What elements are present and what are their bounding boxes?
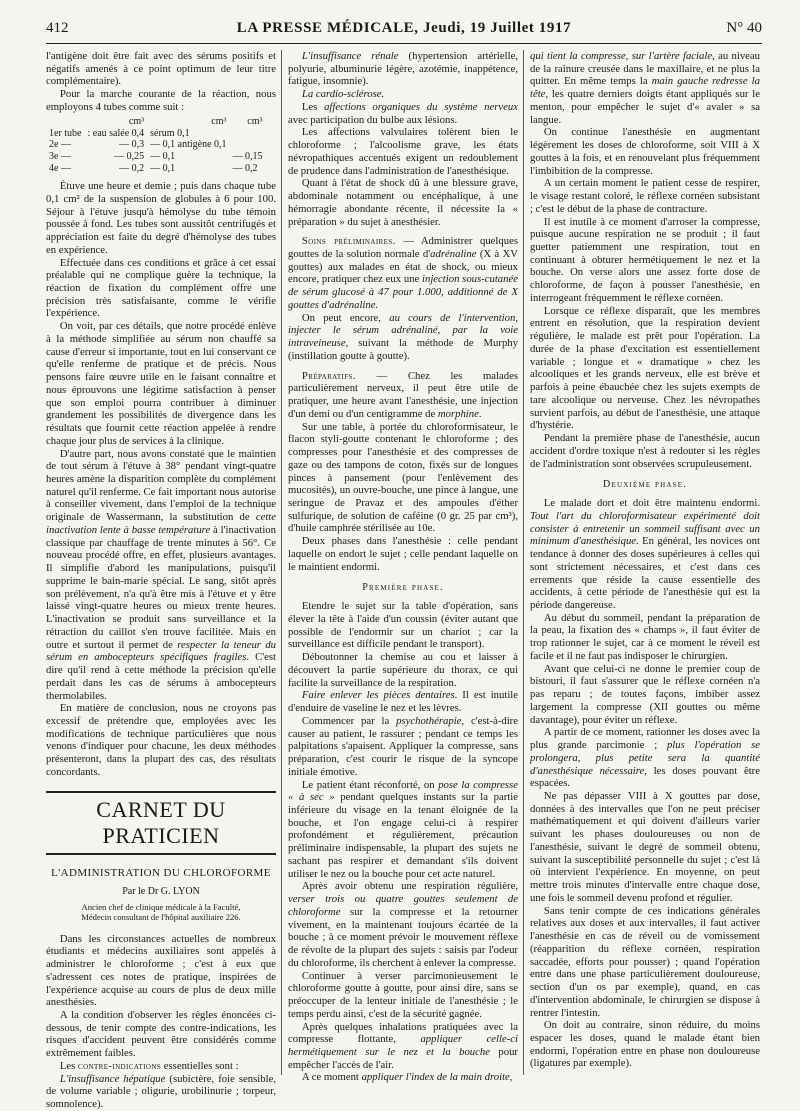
paragraph: Préparatifs. — Chez les malades particulièrement nerveux, il peut être utile de pratiquer, une heure avant l'anesthésie, une injection d'un demi ou d'un centigramme de morphine. — [288, 369, 518, 420]
table-cell — [230, 128, 266, 140]
paragraph: Sur une table, à portée du chloroformisateur, le flacon styli-goutte contenant le chloroforme ; des compresses pour l'anesthésie et des compresses de gaze ou des tampons de coton, fixés sur de longues pinces à pansement (pour l'enlèvement des mucosités), un ouvre-bouche, une pince à langue, une seringue de Pravaz et des ampoules d'éther sulfurique, de solution de caféine (0 gr. 25 par cm³), d'huile camphrée stérilisée au 10e. — [288, 420, 518, 535]
paragraph: A un certain moment le patient cesse de respirer, le visage restant coloré, le réflexe cornéen subsistant ; c'est le début de la phase de contracture. — [530, 177, 760, 215]
paragraph: Etendre le sujet sur la table d'opération, sans élever la tête à l'aide d'un coussin (éviter autant que possible de l'endormir sur un chariot ; car la surveillance est difficile pendant le transport). — [288, 600, 518, 651]
paragraph: Les contre-indications essentielles sont : — [59, 1059, 239, 1072]
table-cell: — 0,15 — [232, 151, 263, 163]
paragraph: A la condition d'observer les règles énoncées ci-dessous, de tenir compte des contre-indications, les risques d'accident peuvent être considérés comme extrêmement faibles. — [46, 1008, 276, 1060]
tube-table — [46, 116, 266, 175]
table-cell: : eau salée 0,4 — [87, 127, 145, 139]
paragraph: A ce moment appliquer l'index de la main droite, — [301, 1071, 513, 1084]
paragraph: D'autre part, nous avons constaté que le maintien de tout sérum à l'étuve à 38° pendant vingt-quatre heures amène la disparition complète du complément naturel qu'il renferme. Ce fait important nous autorise à conseiller vivement, dans l'emploi de la technique originale de Wassermann, la substitution de cette inactivation lente à basse température à l'inactivation classique par chauffage de trente minutes à 56°. Ce nouveau procédé offre, en effet, plusieurs avantages. Il simplifie d'abord les manipulations, puisqu'il supprime le bain-marie spécial. Le sang, sitôt après son prélèvement, n'a qu'à être mis à l'étuve et y être laissé vingt-quatre heures ou mieux trente heures. L'inactivation se produit sans surveillance et la rétraction du caillot s'en trouve facilitée. Mais en outre et surtout il permet de respecter la teneur du sérum en ambocepteurs spécifiques fragiles. C'est dire qu'il rend à cette méthode la précision qu'elle perdait dans les cas de sérums à ambocepteurs thermolabiles. — [46, 447, 277, 702]
paragraph: Les affections organiques du système nerveux avec participation du bulbe aux lésions. — [288, 100, 519, 126]
table-row — [46, 139, 266, 151]
paragraph: Faire enlever les pièces dentaires. Il est inutile d'enduire de vaseline le nez et les lèvres. — [288, 689, 519, 715]
article-title: L'ADMINISTRATION DU CHLOROFORME — [51, 866, 271, 879]
table-cell — [230, 139, 266, 151]
table-cell: — 0,2 — [232, 163, 258, 175]
paragraph: Les affections valvulaires tolèrent bien le chloroforme ; l'alcoolisme grave, les états névropathiques accentués exigent un redoublement de prudence dans l'administration de l'anesthésique. — [288, 126, 518, 177]
unit-cell: cm³ — [247, 115, 263, 127]
section-banner: CARNET DU PRATICIEN — [46, 791, 276, 855]
paragraph: L'insuffisance rénale (hypertension artérielle, polyurie, albuminurie légère, azotémie, inappétence, fatigue, insomnie). — [288, 50, 518, 88]
tube-label: 1er tube — [49, 127, 82, 139]
paragraph: Le patient étant réconforté, on pose la compresse « à sec » pendant quelques instants sur la partie inférieure du visage en la tenant éloignée de la bouche, et l'on engage celui-ci à respirer profondément et régulièrement, précaution préliminaire indispensable, la plupart des sujets ne sachant pas respirer et demandant s'ils doivent utiliser le nez ou la bouche pour cet acte naturel. — [288, 778, 518, 880]
column-divider — [281, 50, 282, 1075]
paragraph: Avant que celui-ci ne donne le premier coup de bistouri, il faut s'assurer que le réflexe cornéen n'a pas reparu ; de toutes façons, imbiber assez largement la compresse (XII gouttes ou même davantage), pour éviter un réflexe. — [530, 662, 760, 726]
table-row — [46, 128, 266, 140]
running-header — [46, 20, 762, 42]
table-cell: — 0,2 — [119, 163, 145, 175]
table-cell: — 0,3 — [119, 139, 145, 151]
paragraph: On peut encore, au cours de l'intervention, injecter le sérum adrénaliné, par la voie intraveineuse, suivant la méthode de Murphy (instillation goutte à goutte). — [288, 311, 518, 362]
byline: Par le Dr G. LYON — [122, 886, 200, 898]
column-2 — [288, 50, 519, 1084]
paragraph: Ne pas dépasser VIII à X gouttes par dose, données à des intervalles que l'on ne peut préciser mathématiquement et qui doivent d'ailleurs varier suivant les phases douloureuses ou non de l'anesthésie, suivant le degré de sommeil obtenu, suivant la susceptibilité personnelle du sujet ; c'est là où intervient l'expérience. En moyenne, on peut mettre trois minutes d'intervalle entre chaque dose, une fois le sommeil devenu profond et régulier. — [530, 790, 760, 904]
paragraph: Étuve une heure et demie ; puis dans chaque tube 0,1 cm² de la suspension de globules à 6 pour 100. Séjour à l'étuve jusqu'à hémolyse du tube témoin poussée à fond. Les tubes sont aussitôt centrifugés et appréciation est faite du degré d'hémolyse des tubes en expérience. — [46, 180, 276, 256]
paragraph: La cardio-sclérose. — [301, 88, 385, 101]
paragraph: Commencer par la psychothérapie, c'est-à-dire causer au patient, le rassurer ; pendant ce temps les palpitations s'apaisent. Appliquer la compresse, sans préparation, c'est courir le risque de la syncope initiale émotive. — [288, 714, 518, 778]
paragraph: Lorsque ce réflexe disparaît, que les membres entrent en résolution, que la respiration devient régulière, le malade est prêt pour l'opération. La durée de la phase d'excitation est essentiellement variable ; longue et « dramatique » chez les alcooliques et les grands nerveux, elle est brève et parfois à peine ébauchée chez les sujets exempts de tare alcoolique ou nerveuse. Chez les névropathes survient parfois, au début de l'anesthésie, une attaque d'hystérie. — [530, 304, 760, 432]
section-heading: Deuxième phase. — [603, 479, 687, 491]
table-cell: — 0,1 — [150, 151, 176, 163]
unit-cell: cm³ — [211, 115, 227, 127]
table-cell: — 0,25 — [114, 151, 145, 163]
table-cell: — 0,1 antigène 0,1 — [150, 139, 227, 151]
tube-label: 2e — — [49, 139, 71, 151]
table-row — [46, 116, 266, 128]
paragraph: Il est inutile à ce moment d'arroser la compresse, puisque aucune respiration ne se produit ; il faut guetter patiemment une respiration, tout en continuant à obturer hermétiquement le nez et la bouche. On verse alors une assez forte dose de chloroforme, de façon à pousser l'anesthésie, en interrogeant fréquemment le réflexe cornéen. — [530, 215, 760, 304]
paragraph: Continuer à verser parcimonieusement le chloroforme goutte à goutte, pour ainsi dire, sans se préoccuper de la lenteur initiale de l'anesthésie ; le temps perdu ainsi, c'est de la sécurité gagnée. — [288, 969, 518, 1020]
paragraph: Soins préliminaires. — Administrer quelques gouttes de la solution normale d'adrénaline (X à XV gouttes) aux malades en état de shock, ou mieux encore, pratiquer chez eux une injection sous-cutanée de sérum glucosé à 47 pour 1.000, additionné de X gouttes d'adrénaline. — [288, 235, 518, 311]
paragraph: Effectuée dans ces conditions et grâce à cet essai préalable qui ne complique guère la technique, la réaction de fixation du complément offre une précision très satisfaisante, comme le vérifie l'expérience. — [46, 256, 276, 320]
paragraph: On continue l'anesthésie en augmentant légèrement les doses de chloroforme, soit VIII à X gouttes à la fois, et en renouvelant plus fréquemment l'imbibition de la compresse. — [530, 126, 760, 177]
table-cell: — 0,1 — [150, 163, 176, 175]
tube-label: 4e — — [49, 163, 71, 175]
column-3 — [530, 50, 760, 1075]
paragraph: Pour la marche courante de la réaction, nous employons 4 tubes comme suit : — [46, 88, 276, 113]
paragraph: Après avoir obtenu une respiration régulière, verser trois ou quatre gouttes seulement de chloroforme sur la compresse et la retourner vivement, en la maintenant toujours écartée de la bouche ; à ce moment prévoir le mouvement réflexe de révolte de la plupart des sujets : saisis par l'odeur du chloroforme, ils cherchent à enlever la compresse. — [288, 880, 518, 969]
paragraph: Dans les circonstances actuelles de nombreux étudiants et médecins auxiliaires sont appelés à administrer le chloroforme ; c'est à eux que s'adressent ces notes de pratique, inspirées de l'expérience acquise au cours de plus de deux mille anesthésies. — [46, 932, 276, 1009]
paragraph: qui tient la compresse, sur l'artère faciale, au niveau de la rainure creusée dans le maxillaire, et ne plus la quitter. En même temps la main gauche redresse la tête, les quatre derniers doigts étant appliqués sur le menton, pour empêcher le sujet d'« avaler » sa langue. — [530, 50, 761, 126]
table-cell: sérum 0,1 — [150, 127, 190, 139]
page-number: 412 — [46, 20, 69, 36]
paragraph: Déboutonner la chemise au cou et laisser à découvert la partie supérieure du thorax, ce qui facilite la surveillance de la respiration. — [288, 651, 518, 689]
table-row — [46, 163, 266, 175]
paragraph: Pendant la première phase de l'anesthésie, aucun accident d'ordre toxique n'est à redouter si les règles de l'administration sont observées scrupuleusement. — [530, 432, 760, 470]
unit-cell: cm³ — [128, 115, 145, 127]
paragraph: Deux phases dans l'anesthésie : celle pendant laquelle on endort le sujet ; celle pendant laquelle on le maintient endormi. — [288, 535, 518, 573]
paragraph: On voit, par ces détails, que notre procédé enlève à la méthode simplifiée au sérum non chauffé sa cause d'erreur si importante, tout en lui conservant ce qu'elle renferme de pratique et de précis. Nous pensons faire œuvre utile en le faisant connaître et nous éprouvons une légitime satisfaction à penser que son emploi pourra contribuer à diminuer grandement les possibilités de divergence dans les résultats que fournit cette réaction appelée à rendre chaque jour plus de services à la clinique. — [46, 320, 276, 447]
tube-label: 3e — — [49, 151, 71, 163]
paragraph: On doit au contraire, sinon réduire, du moins espacer les doses, quand le malade étant bien endormi, l'opération entre en phase non douloureuse (ligatures par exemple). — [530, 1019, 760, 1070]
paragraph: Au début du sommeil, pendant la préparation de la peau, la fixation des « champs », il faut éviter de trop rationner le sujet, car à ce moment le réveil est facile et il ne faut pas indisposer le chirurgien. — [530, 611, 760, 662]
journal-title: LA PRESSE MÉDICALE, Jeudi, 19 Juillet 1917 — [236, 20, 572, 36]
header-rule — [46, 43, 762, 44]
section-heading: Première phase. — [362, 582, 444, 594]
paragraph: A partir de ce moment, rationner les doses avec la plus grande parcimonie ; plus l'opération se prolongera, plus petite sera la quantité d'anesthésique nécessaire, les doses pouvant être espacées. — [530, 726, 760, 790]
paragraph: l'antigène doit être fait avec des sérums positifs et négatifs amenés à ce point optimum de leur titre complémentaire). — [46, 50, 276, 88]
column-divider — [523, 50, 524, 1075]
column-1 — [46, 50, 277, 1111]
paragraph: En matière de conclusion, nous ne croyons pas excessif de prétendre que, employées avec les modifications de technique particulières que nous venons d'indiquer pour chacune, les deux méthodes présenteront, dans la plupart des cas, des résultats concordants. — [46, 702, 276, 778]
paragraph: Le malade dort et doit être maintenu endormi. Tout l'art du chloroformisateur expérimenté doit consister à entretenir un sommeil suffisant avec un minimum d'anesthésique. En général, les novices ont tendance à donner des doses supérieures à celles qui sont strictement nécessaires, et c'est dans ces errements que réside la cause essentielle des accidents, à cette période de l'anesthésie qui est la période dangereuse. — [530, 497, 760, 611]
issue-number: N° 40 — [726, 20, 762, 36]
paragraph: Après quelques inhalations pratiquées avec la compresse flottante, appliquer celle-ci hermétiquement sur le nez et la bouche pour empêcher l'accès de l'air. — [288, 1020, 518, 1071]
author-affiliation: Ancien chef de clinique médicale à la Faculté, Médecin consultant de l'hôpital auxiliaire 226. — [81, 901, 241, 923]
paragraph: L'insuffisance hépatique (subictère, foie sensible, de volume variable ; oligurie, urobilinurie ; torpeur, somnolence). — [46, 1072, 276, 1111]
paragraph: Quant à l'état de shock dû à une blessure grave, abdominale notamment ou encéphalique, à une hémorragie abondante récente, il nécessite la « préparation » du sujet à anesthésier. — [288, 177, 518, 228]
paragraph: Sans tenir compte de ces indications générales relatives aux doses et aux intervalles, il faut activer l'anesthésie en cas de réveil ou de vomissement (réapparition du réflexe cornéen, respiration saccadée, efforts pour pousser) ; quand l'opération entre dans une phase particulièrement douloureuse, section d'un os par exemple), quand, en cas d'intervention abdominale, le chirurgien se dispose à rentrer l'intestin. — [530, 904, 760, 1019]
table-row — [46, 151, 266, 163]
